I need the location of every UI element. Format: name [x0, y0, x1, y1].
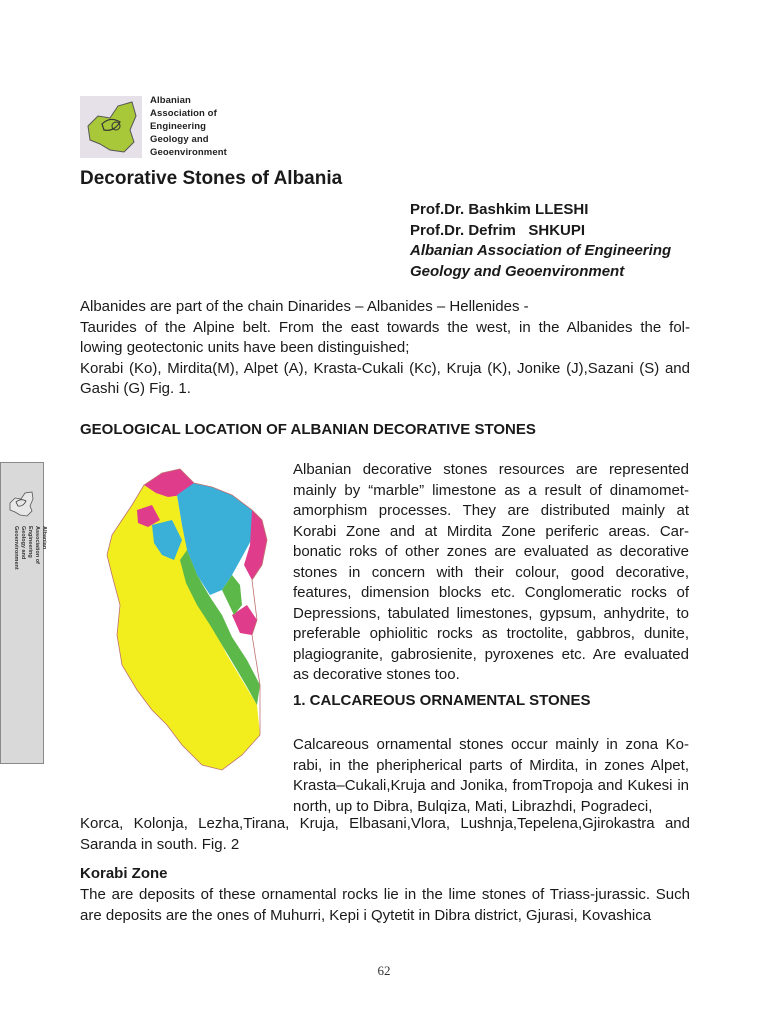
side-tab-text	[12, 526, 47, 570]
page-number: 62	[377, 963, 391, 978]
paragraph-decorative-stones: Albanian decorative stones resources are represented mainly by “marble” limestone as a result of dinamomet-amorphism processes. They are distributed mainly at Korabi Zone and at Mirdita Zone periferic areas. Car-bonatic roks of other zones are evaluated as decorative stones in concern with their colour, good decorative, features, dimension blocks etc. Conglomeratic rocks of Depressions, tabulated limestones, gypsum, anhydrite, to preferable ophiolitic rocks as troctolite, gabbros, dunite, plagiogranite, gabrosienite, pyroxenes etc. Are evaluated as decorative stones too.	[293, 461, 689, 683]
affiliation: Albanian Association of Engineering	[410, 242, 672, 259]
association-line: Geoenvironment	[150, 147, 227, 158]
association-line: Association of	[150, 108, 217, 119]
intro-line: Albanides are part of the chain Dinarides – Albanides – Hellenides -	[80, 298, 529, 315]
author-name: Prof.Dr. Defrim SHKUPI	[410, 221, 586, 239]
intro-line: Taurides of the Alpine belt. From the east towards the west, in the Albanides the fol-	[80, 318, 690, 336]
association-line: Geology and	[150, 134, 209, 145]
side-tab-line: Engineering	[27, 526, 33, 558]
intro-paragraph	[80, 297, 690, 400]
section-heading-korabi: Korabi Zone	[80, 865, 168, 882]
paragraph-calcareous-bottom: Korca, Kolonja, Lezha,Tirana, Kruja, Elbasani,Vlora, Lushnja,Tepelena,Gjirokastra and Saranda in south. Fig. 2	[80, 815, 690, 853]
section-heading-calcareous: 1. CALCAREOUS ORNAMENTAL STONES	[293, 692, 591, 709]
author-name: Prof.Dr. Bashkim LLESHI	[410, 201, 589, 218]
paragraph-calcareous-top: Calcareous ornamental stones occur mainly in zona Ko-rabi, in the pheripherical parts of Mirdita, in zones Alpet, Krasta–Cukali,Kruja and Jonika, fromTropoja and Kukesi in north, up to Dibra, Bulqiza, Mati, Librazhdi, Pogradeci,	[293, 736, 689, 815]
paragraph-korabi: The are deposits of these ornamental rocks lie in the lime stones of Triass-jurassic. Such are deposits are the ones of Muhurri, Kepi i Qytetit in Dibra district, Gjurasi, Kovashica	[80, 886, 690, 924]
side-tab-line: Geology and	[20, 526, 26, 560]
page-title: Decorative Stones of Albania	[80, 168, 343, 189]
side-tab-line: Albanian	[41, 526, 47, 550]
side-tab-line: Geoenvironment	[13, 526, 19, 570]
association-logo	[80, 96, 142, 158]
association-line: Albanian	[150, 95, 191, 106]
association-name	[150, 94, 227, 159]
intro-line: Gashi (G) Fig. 1.	[80, 380, 191, 397]
section-heading-geological: GEOLOGICAL LOCATION OF ALBANIAN DECORATIVE STONES	[80, 421, 536, 438]
side-tab-logo	[6, 489, 36, 519]
geological-map-figure	[82, 465, 282, 785]
intro-line: Korabi (Ko), Mirdita(M), Alpet (A), Krasta-Cukali (Kc), Kruja (K), Jonike (J),Sazani (S) and	[80, 359, 690, 377]
side-tab-line: Association of	[34, 526, 40, 564]
authors-block	[410, 200, 671, 282]
intro-line: lowing geotectonic units have been distinguished;	[80, 339, 410, 356]
affiliation: Geology and Geoenvironment	[410, 262, 625, 280]
association-line: Engineering	[150, 121, 206, 132]
